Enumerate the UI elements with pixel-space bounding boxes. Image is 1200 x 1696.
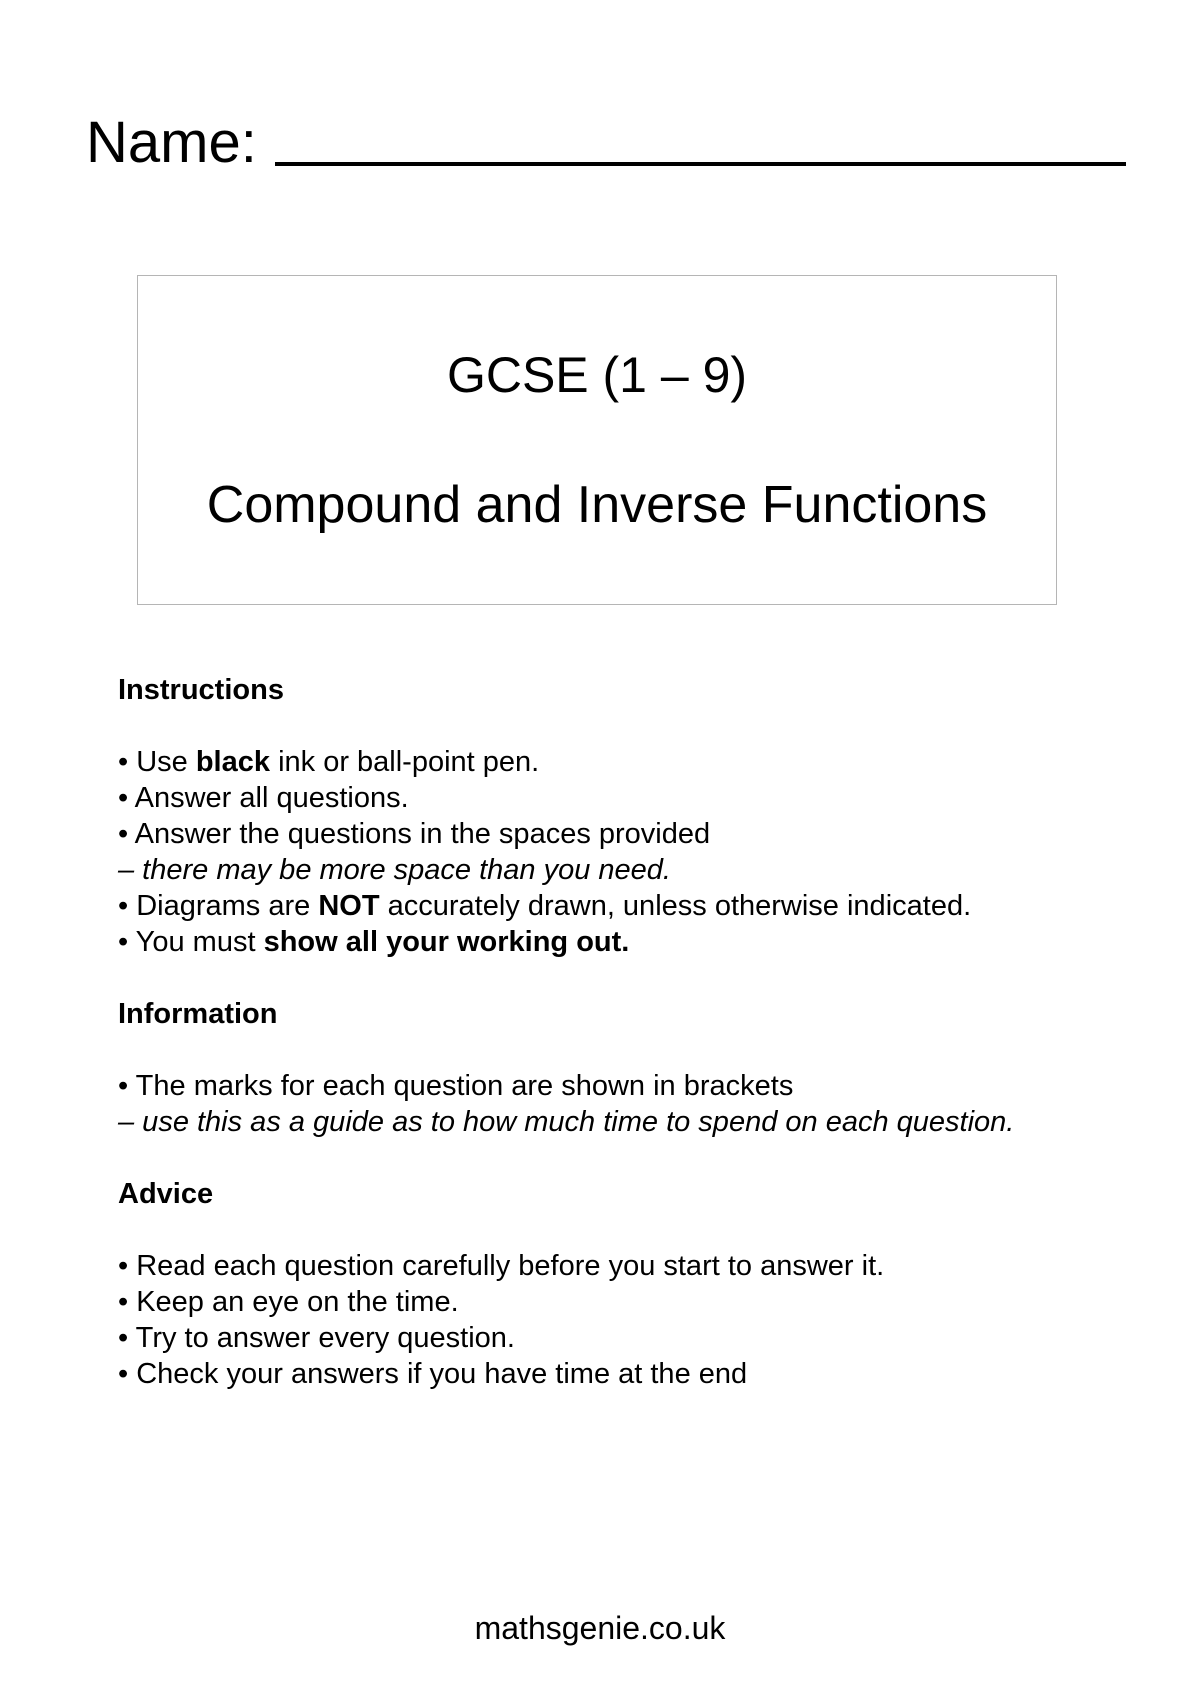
instructions-heading: Instructions <box>118 674 284 706</box>
instruction-item: • Answer the questions in the spaces provided <box>118 818 711 850</box>
information-item: • The marks for each question are shown in brackets <box>118 1070 794 1102</box>
instruction-note: – there may be more space than you need. <box>118 854 671 886</box>
advice-item: • Check your answers if you have time at the end <box>118 1358 748 1390</box>
name-write-line[interactable] <box>275 100 1126 166</box>
information-heading: Information <box>118 998 278 1030</box>
topic-title: Compound and Inverse Functions <box>206 476 988 534</box>
instruction-item: • Answer all questions. <box>118 782 409 814</box>
advice-item: • Try to answer every question. <box>118 1322 515 1354</box>
exam-notes <box>118 672 1178 1392</box>
title-box <box>137 275 1057 605</box>
information-note: – use this as a guide as to how much time to spend on each question. <box>118 1106 1015 1138</box>
advice-item: • Read each question carefully before you start to answer it. <box>118 1250 885 1282</box>
footer-site: mathsgenie.co.uk <box>474 1610 726 1646</box>
instruction-item: • Diagrams are NOT accurately drawn, unless otherwise indicated. <box>118 890 972 922</box>
instruction-item: • You must show all your working out. <box>118 926 630 958</box>
name-label: Name: <box>86 110 257 175</box>
exam-level-title: GCSE (1 – 9) <box>446 347 748 403</box>
advice-heading: Advice <box>118 1178 214 1210</box>
instruction-item: • Use black ink or ball-point pen. <box>118 746 540 778</box>
advice-item: • Keep an eye on the time. <box>118 1286 459 1318</box>
name-row <box>86 100 1126 180</box>
